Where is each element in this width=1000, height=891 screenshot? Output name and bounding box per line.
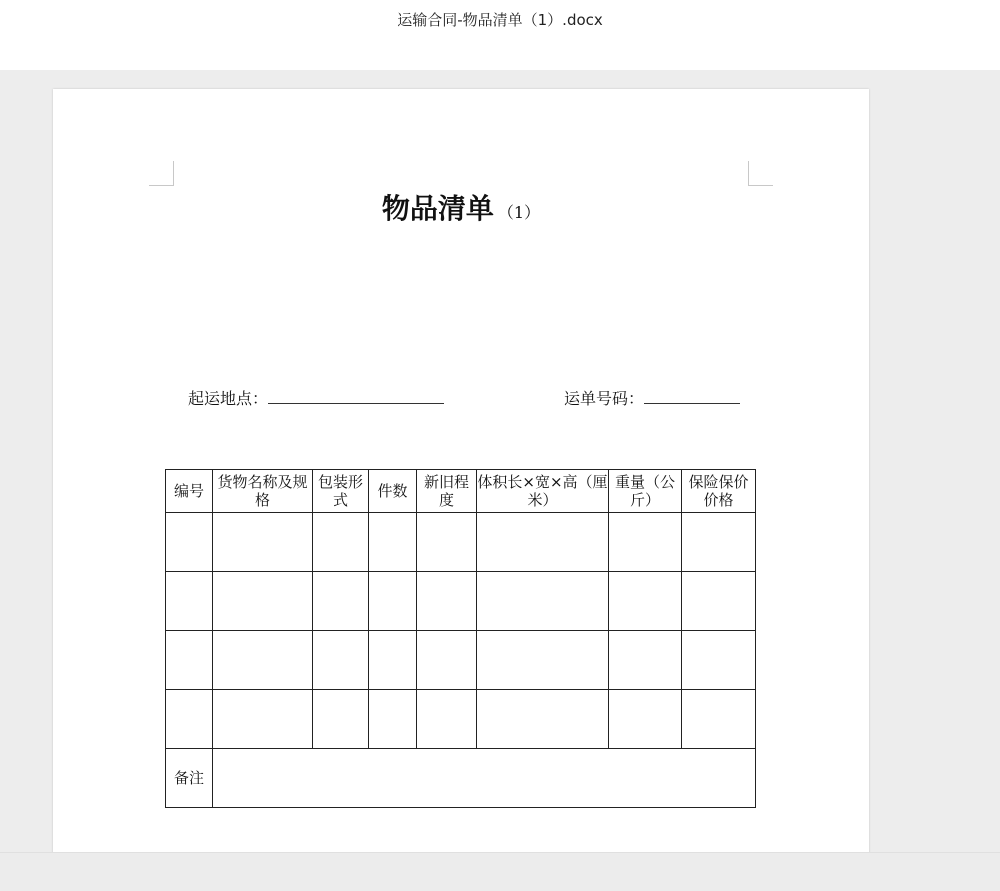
header-cell: 件数 [369, 470, 417, 513]
table-cell[interactable] [417, 631, 477, 690]
table-row [166, 513, 756, 572]
table-cell[interactable] [166, 631, 213, 690]
table-cell[interactable] [417, 572, 477, 631]
table-cell[interactable] [609, 631, 682, 690]
title-bar [0, 0, 1000, 70]
table-cell[interactable] [313, 513, 369, 572]
remarks-cell[interactable] [213, 749, 756, 808]
waybill-label: 运单号码： [564, 389, 645, 408]
table-cell[interactable] [477, 690, 609, 749]
table-cell[interactable] [213, 572, 313, 631]
bottom-bar [0, 852, 1000, 891]
table-cell[interactable] [313, 572, 369, 631]
remarks-row [166, 749, 756, 808]
origin-field [188, 386, 444, 409]
table-cell[interactable] [477, 513, 609, 572]
header-cell: 体积长×宽×高（厘米） [477, 470, 609, 513]
table-row [166, 690, 756, 749]
table-cell[interactable] [609, 690, 682, 749]
table-cell[interactable] [682, 690, 756, 749]
table-cell[interactable] [609, 513, 682, 572]
header-cell: 重量（公斤） [609, 470, 682, 513]
table-cell[interactable] [477, 572, 609, 631]
document-page[interactable] [53, 89, 869, 859]
table-cell[interactable] [166, 690, 213, 749]
table-header-row [166, 470, 756, 513]
table-cell[interactable] [213, 513, 313, 572]
table-cell[interactable] [682, 572, 756, 631]
table-row [166, 631, 756, 690]
table-cell[interactable] [682, 513, 756, 572]
remarks-label: 备注 [166, 749, 213, 808]
table-cell[interactable] [369, 690, 417, 749]
table-cell[interactable] [417, 690, 477, 749]
heading-number: （1） [497, 203, 541, 222]
heading-text: 物品清单 [381, 192, 494, 225]
table-cell[interactable] [313, 690, 369, 749]
goods-table [165, 469, 756, 808]
document-title: 运输合同-物品清单（1）.docx [397, 11, 603, 29]
table-cell[interactable] [213, 690, 313, 749]
origin-label: 起运地点： [188, 389, 269, 408]
table-cell[interactable] [477, 631, 609, 690]
waybill-blank-line[interactable] [644, 389, 740, 404]
table-cell[interactable] [166, 513, 213, 572]
header-cell: 包装形式 [313, 470, 369, 513]
table-cell[interactable] [417, 513, 477, 572]
table-cell[interactable] [369, 631, 417, 690]
waybill-field [564, 386, 740, 409]
page-heading [53, 187, 869, 227]
table-row [166, 572, 756, 631]
table-cell[interactable] [313, 631, 369, 690]
table-cell[interactable] [369, 572, 417, 631]
margin-corner-mark [149, 161, 174, 186]
table-cell[interactable] [682, 631, 756, 690]
table-cell[interactable] [369, 513, 417, 572]
origin-blank-line[interactable] [268, 389, 444, 404]
header-cell: 货物名称及规格 [213, 470, 313, 513]
margin-corner-mark [748, 161, 773, 186]
header-cell: 保险保价价格 [682, 470, 756, 513]
header-cell: 编号 [166, 470, 213, 513]
table-cell[interactable] [166, 572, 213, 631]
table-cell[interactable] [213, 631, 313, 690]
header-cell: 新旧程度 [417, 470, 477, 513]
table-cell[interactable] [609, 572, 682, 631]
